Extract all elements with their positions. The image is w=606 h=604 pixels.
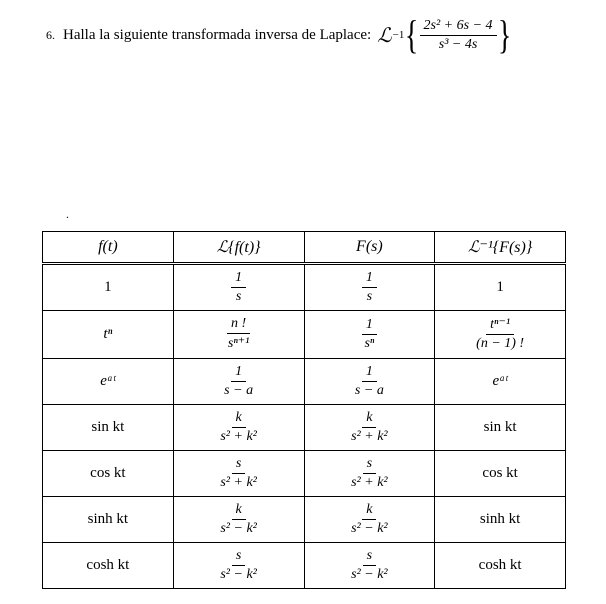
- table-row: [43, 311, 566, 358]
- cell-F: [304, 404, 435, 450]
- frac-denominator: s² + k²: [351, 474, 388, 490]
- inverse-superscript: −1: [392, 29, 405, 41]
- frac-numerator: 1: [362, 270, 377, 288]
- cell-laplace: [173, 311, 304, 358]
- frac-numerator: s: [232, 548, 245, 566]
- frac-numerator: 1: [362, 364, 377, 382]
- frac-numerator: s: [363, 456, 376, 474]
- frac-denominator: s² − k²: [220, 520, 257, 536]
- frac-denominator: (n − 1) !: [476, 336, 525, 352]
- close-brace: }: [497, 12, 511, 57]
- frac-denominator: sⁿ⁺¹: [227, 336, 250, 352]
- problem-statement: [46, 10, 602, 60]
- frac-numerator: k: [362, 502, 376, 520]
- laplace-table: [42, 231, 566, 589]
- cell-inverse: cos kt: [435, 450, 566, 496]
- frac-numerator: k: [232, 502, 246, 520]
- frac-denominator: s − a: [224, 382, 254, 398]
- table-header-row: [43, 232, 566, 264]
- cell-inverse: sin kt: [435, 404, 566, 450]
- frac-numerator: n !: [227, 316, 250, 334]
- cell-f: 1: [43, 264, 174, 311]
- cell-f: cos kt: [43, 450, 174, 496]
- cell-F: [304, 264, 435, 311]
- cell-F: [304, 358, 435, 404]
- header-laplace: ℒ{f(t)}: [173, 232, 304, 264]
- cell-inverse: [435, 311, 566, 358]
- cell-inverse: cosh kt: [435, 542, 566, 588]
- frac-numerator: k: [362, 410, 376, 428]
- frac-denominator: s² + k²: [220, 474, 257, 490]
- problem-denominator: s³ − 4s: [438, 36, 478, 52]
- problem-text: Halla la siguiente transformada inversa de Laplace:: [63, 26, 372, 43]
- open-brace: {: [405, 12, 419, 57]
- header-inverse-laplace: ℒ⁻¹{F(s)}: [435, 232, 566, 264]
- frac-numerator: s: [363, 548, 376, 566]
- frac-numerator: 1: [231, 270, 246, 288]
- frac-denominator: s: [235, 289, 242, 305]
- cell-F: [304, 311, 435, 358]
- cell-laplace: [173, 496, 304, 542]
- frac-denominator: s − a: [354, 382, 384, 398]
- cell-f: tⁿ: [43, 311, 174, 358]
- cell-laplace: [173, 404, 304, 450]
- frac-denominator: s: [366, 289, 373, 305]
- frac-denominator: s² + k²: [351, 428, 388, 444]
- table-row: [43, 264, 566, 311]
- cell-f: sinh kt: [43, 496, 174, 542]
- frac-numerator: tⁿ⁻¹: [486, 316, 514, 335]
- cell-inverse: eᵃᵗ: [435, 358, 566, 404]
- table-row: [43, 542, 566, 588]
- cell-F: [304, 542, 435, 588]
- cell-laplace: [173, 450, 304, 496]
- frac-denominator: s² − k²: [220, 566, 257, 582]
- header-F-of-s: F(s): [304, 232, 435, 264]
- problem-fraction: [420, 18, 497, 53]
- frac-numerator: 1: [362, 317, 377, 335]
- cell-F: [304, 496, 435, 542]
- table-row: [43, 404, 566, 450]
- table-row: [43, 496, 566, 542]
- cell-laplace: [173, 542, 304, 588]
- frac-numerator: 1: [231, 364, 246, 382]
- cell-F: [304, 450, 435, 496]
- frac-denominator: s² − k²: [351, 520, 388, 536]
- header-f-of-t: f(t): [43, 232, 174, 264]
- problem-numerator: 2s² + 6s − 4: [420, 18, 497, 36]
- cell-laplace: [173, 358, 304, 404]
- cell-f: eᵃᵗ: [43, 358, 174, 404]
- cell-f: cosh kt: [43, 542, 174, 588]
- table-row: [43, 450, 566, 496]
- problem-number: 6.: [46, 27, 55, 42]
- cell-inverse: 1: [435, 264, 566, 311]
- frac-denominator: s² + k²: [220, 428, 257, 444]
- table-row: [43, 358, 566, 404]
- frac-denominator: s² − k²: [351, 566, 388, 582]
- laplace-operator: ℒ: [377, 24, 392, 47]
- frac-numerator: s: [232, 456, 245, 474]
- frac-denominator: sⁿ: [364, 335, 375, 351]
- cell-laplace: [173, 264, 304, 311]
- frac-numerator: k: [232, 410, 246, 428]
- cell-inverse: sinh kt: [435, 496, 566, 542]
- cell-f: sin kt: [43, 404, 174, 450]
- stray-dot: .: [66, 207, 69, 221]
